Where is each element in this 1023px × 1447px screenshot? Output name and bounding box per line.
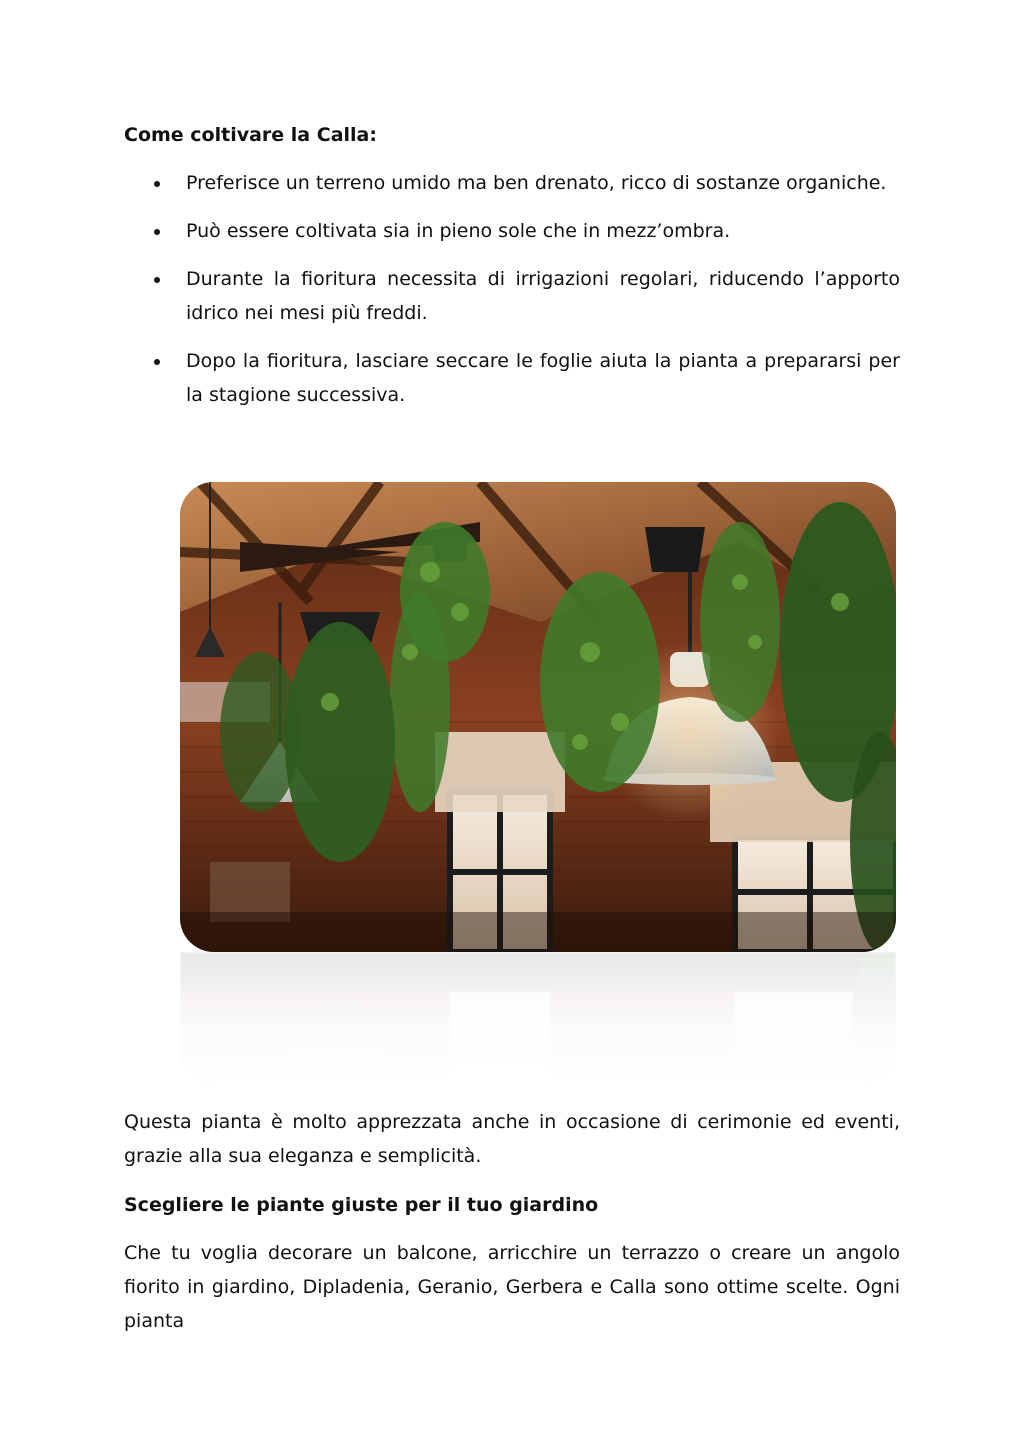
choose-plants-paragraph: Che tu voglia decorare un balcone, arricchire un terrazzo o creare un angolo fiorito in giardino, Dipladenia, Geranio, Gerbera e Calla sono ottime scelte. Ogni pianta	[124, 1242, 900, 1332]
bullet-text: Preferisce un terreno umido ma ben drenato, ricco di sostanze organiche.	[186, 172, 887, 194]
bullet-text: Dopo la fioritura, lasciare seccare le foglie aiuta la pianta a prepararsi per la stagione successiva.	[186, 350, 900, 406]
reflection-fade	[180, 952, 896, 1082]
section-heading-choose-plants: Scegliere le piante giuste per il tuo giardino	[124, 1194, 599, 1216]
bullet-text: Può essere coltivata sia in pieno sole che in mezz’ombra.	[186, 220, 731, 242]
bullet-dot-icon	[154, 359, 160, 365]
hanging-plants-photo	[180, 482, 896, 952]
section-heading-calla: Come coltivare la Calla:	[124, 124, 377, 146]
bullet-item	[124, 214, 900, 248]
ceremony-paragraph: Questa pianta è molto apprezzata anche in occasione di cerimonie ed eventi, grazie alla sua eleganza e semplicità.	[124, 1111, 900, 1167]
bullet-dot-icon	[154, 181, 160, 187]
photo-reflection	[180, 952, 896, 1082]
bullet-dot-icon	[154, 229, 160, 235]
bullet-item	[124, 344, 900, 412]
bullet-item	[124, 166, 900, 200]
bullet-text: Durante la fioritura necessita di irrigazioni regolari, riducendo l’apporto idrico nei mesi più freddi.	[186, 268, 900, 324]
bullet-dot-icon	[154, 277, 160, 283]
care-bullet-list	[124, 166, 900, 426]
bullet-item	[124, 262, 900, 330]
